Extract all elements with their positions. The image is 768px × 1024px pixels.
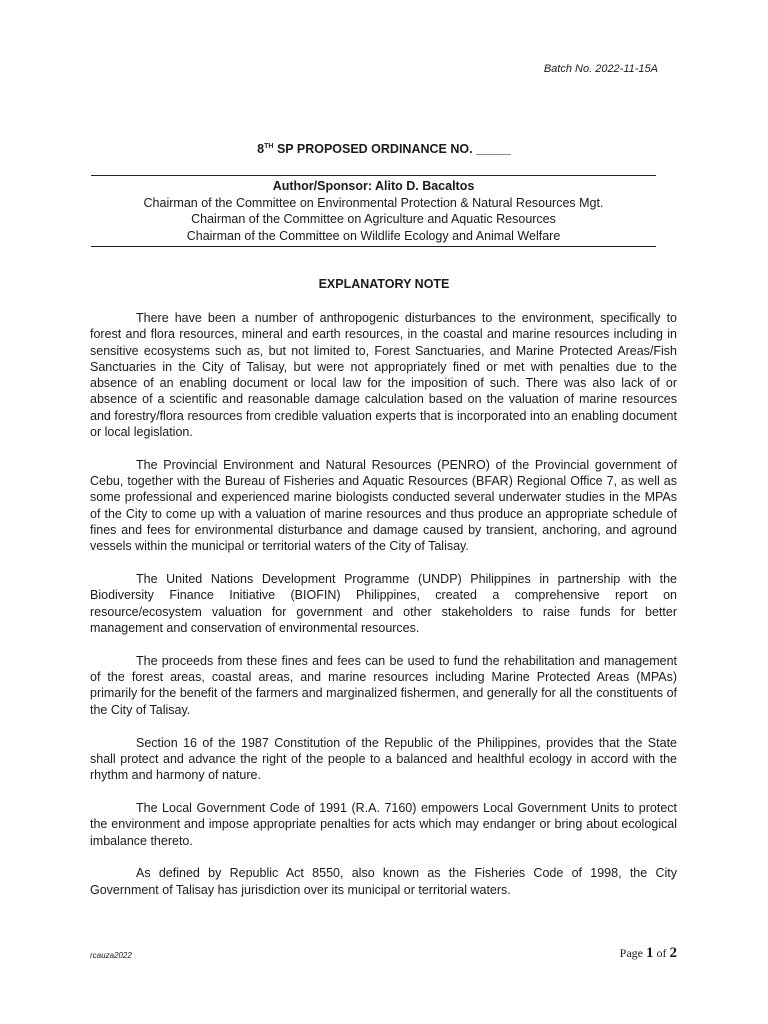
- author-role: Chairman of the Committee on Agriculture and Aquatic Resources: [191, 212, 556, 226]
- page-word: Page: [619, 946, 646, 960]
- explanatory-note-body: [90, 310, 677, 914]
- batch-number: Batch No. 2022-11-15A: [543, 63, 658, 75]
- page-total: 2: [669, 945, 677, 961]
- title-ordinal-suffix: TH: [264, 142, 274, 150]
- paragraph: The Local Government Code of 1991 (R.A. 7160) empowers Local Government Units to protect the environment and impose appropriate penalties for acts which may endanger or bring about ecological imbalance thereto.: [90, 800, 677, 848]
- title-ordinal: 8: [257, 142, 265, 156]
- paragraph: As defined by Republic Act 8550, also known as the Fisheries Code of 1998, the City Government of Talisay has jurisdiction over its municipal or territorial waters.: [90, 866, 677, 897]
- page-number: [620, 945, 677, 962]
- page-of: of: [653, 946, 670, 960]
- title-text: SP PROPOSED ORDINANCE NO. _____: [273, 142, 511, 156]
- author-block: [91, 175, 656, 247]
- author-role: Chairman of the Committee on Wildlife Ecology and Animal Welfare: [186, 228, 561, 243]
- page-current: 1: [646, 945, 654, 961]
- footer-initials: rcauza2022: [90, 951, 132, 960]
- author-role: Chairman of the Committee on Environmental Protection & Natural Resources Mgt.: [143, 195, 604, 210]
- paragraph: The Provincial Environment and Natural Resources (PENRO) of the Provincial government of Cebu, together with the Bureau of Fisheries and Aquatic Resources (BFAR) Regional Office 7, as well as some professional and experienced marine biologists conducted several underwater studies in the MPAs of the City to come up with a valuation of marine resources and thus produce an appropriate schedule of fines and fees for environmental disturbance and damage caused by transient, anchoring, and aground vessels within the municipal or territorial waters of the City of Talisay.: [90, 457, 677, 554]
- paragraph: The United Nations Development Programme (UNDP) Philippines in partnership with the Biodiversity Finance Initiative (BIOFIN) Philippines, created a comprehensive report on resource/ecosystem valuation for government and other stakeholders to raise funds for better management and conservation of environmental resources.: [90, 572, 677, 636]
- paragraph: There have been a number of anthropogenic disturbances to the environment, specifically to forest and flora resources, mineral and earth resources, in the coastal and marine resources including in sensitive ecosystems such as, but not limited to, Forest Sanctuaries, and Marine Protected Areas/Fish Sanctuaries in the City of Talisay, but were not appropriately fined or met with penalties due to the absence of an enabling document or local law for the imposition of such. There was also lack of or absence of a scientific and reasonable damage calculation based on the valuation of marine resources and forestry/flora resources from credible valuation experts that is incorporated into an enabling document or local legislation.: [90, 311, 677, 440]
- paragraph: The proceeds from these fines and fees can be used to fund the rehabilitation and management of the forest areas, coastal areas, and marine resources including Marine Protected Areas (MPAs) primarily for the benefit of the farmers and marginalized fishermen, and generally for all the constituents of the City of Talisay.: [90, 653, 677, 717]
- author-sponsor: Author/Sponsor: Alito D. Bacaltos: [272, 179, 475, 193]
- paragraph: Section 16 of the 1987 Constitution of the Republic of the Philippines, provides that the State shall protect and advance the right of the people to a balanced and healthful ecology in accord with the rhythm and harmony of nature.: [90, 735, 677, 783]
- ordinance-title: [0, 142, 768, 156]
- section-heading: EXPLANATORY NOTE: [318, 277, 450, 291]
